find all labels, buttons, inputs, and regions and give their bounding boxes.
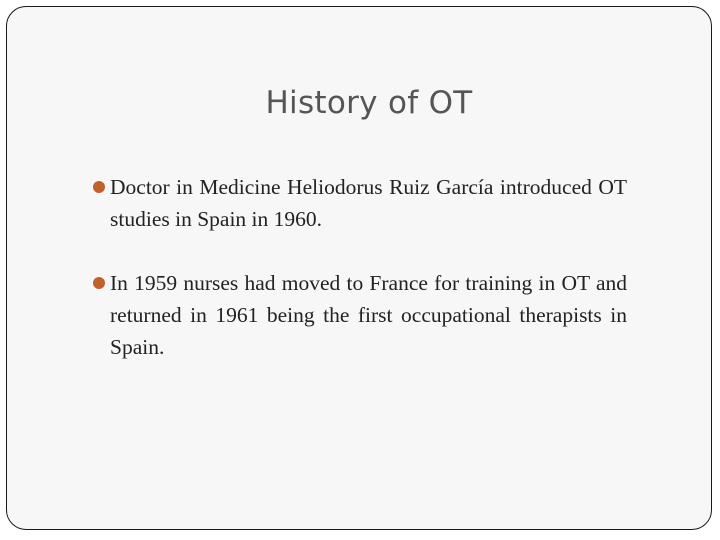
bullet-list — [87, 171, 627, 363]
bullet-text: Doctor in Medicine Heliodorus Ruiz García introduced OT studies in Spain in 1960. — [110, 175, 627, 231]
bullet-item — [87, 267, 627, 363]
slide-frame — [6, 6, 712, 530]
bullet-text: In 1959 nurses had moved to France for training in OT and returned in 1961 being the first occupational therapists in Spain. — [110, 271, 627, 359]
slide-title: History of OT — [265, 85, 473, 121]
bullet-dot-icon — [93, 277, 105, 289]
bullet-dot-icon — [93, 181, 105, 193]
bullet-item — [87, 171, 627, 235]
